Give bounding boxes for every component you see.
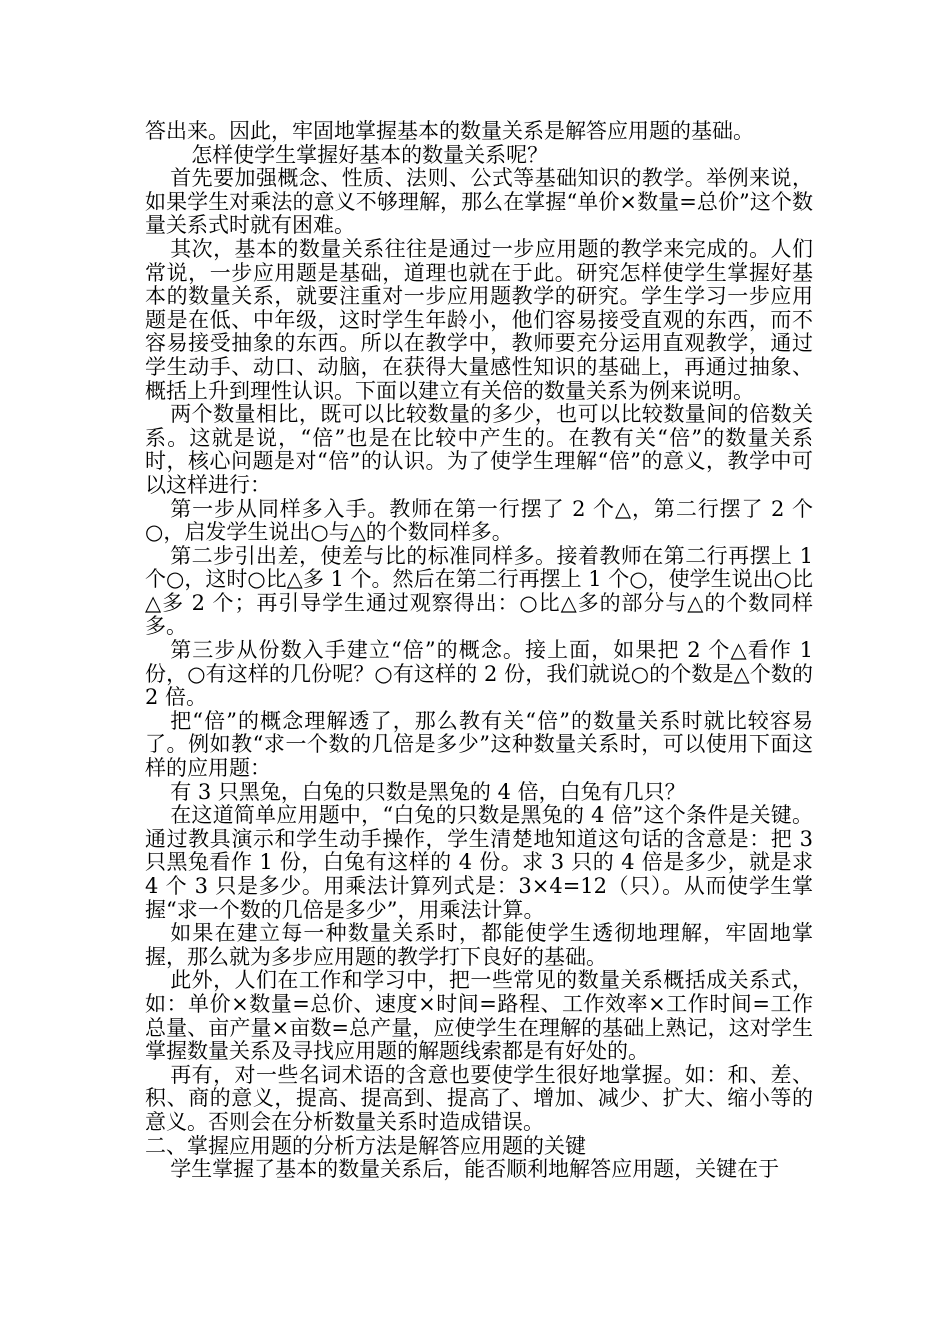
- paragraph-13: 此外，人们在工作和学习中，把一些常见的数量关系概括成关系式，如：单价×数量=总价、速度×时间=路程、工作效率×工作时间=工作总量、亩产量×亩数=总产量，应使学生在理解的基础上熟记，这对学生掌握数量关系及寻找应用题的解题线索都是有好处的。: [145, 968, 813, 1064]
- paragraph-16: 学生掌握了基本的数量关系后，能否顺利地解答应用题，关键在于: [170, 1157, 780, 1182]
- paragraph-14: 再有，对一些名词术语的含意也要使学生很好地掌握。如：和、差、积、商的意义，提高、提高到、提高了、增加、减少、扩大、缩小等的意义。否则会在分析数量关系时造成错误。: [145, 1062, 813, 1134]
- paragraph-11: 在这道简单应用题中，“白兔的只数是黑兔的 4 倍”这个条件是关键。通过教具演示和学生动手操作，学生清楚地知道这句话的含意是：把 3 只黑兔看作 1 份，白兔有这样的 4 份。求 3 只的 4 倍是多少，就是求 4 个 3 只是多少。用乘法计算列式是：3×4=12（只）。从而使学生掌握“求一个数的几倍是多少”，用乘法计算。: [145, 803, 813, 922]
- paragraph-7: 第二步引出差，使差与比的标准同样多。接着教师在第二行再摆上 1 个○，这时○比△多 1 个。然后在第二行再摆上 1 个○，使学生说出○比△多 2 个；再引导学生通过观察得出：○比△多的部分与△的个数同样多。: [145, 543, 813, 639]
- paragraph-9: 把“倍”的概念理解透了，那么教有关“倍”的数量关系时就比较容易了。例如教“求一个数的几倍是多少”这种数量关系时，可以使用下面这样的应用题：: [145, 708, 813, 781]
- document-page: [145, 120, 813, 1182]
- paragraph-6: 第一步从同样多入手。教师在第一行摆了 2 个△，第二行摆了 2 个○，启发学生说出○与△的个数同样多。: [145, 496, 813, 545]
- paragraph-4: 其次，基本的数量关系往往是通过一步应用题的教学来完成的。人们常说，一步应用题是基础，道理也就在于此。研究怎样使学生掌握好基本的数量关系，就要注重对一步应用题教学的研究。学生学习一步应用题是在低、中年级，这时学生年龄小，他们容易接受直观的东西，而不容易接受抽象的东西。所以在教学中，教师要充分运用直观教学，通过学生动手、动口、动脑，在获得大量感性知识的基础上，再通过抽象、概括上升到理性认识。下面以建立有关倍的数量关系为例来说明。: [145, 236, 813, 403]
- paragraph-5: 两个数量相比，既可以比较数量的多少，也可以比较数量间的倍数关系。这就是说，“倍”也是在比较中产生的。在教有关“倍”的数量关系时，核心问题是对“倍”的认识。为了使学生理解“倍”的意义，教学中可以这样进行：: [145, 402, 813, 497]
- paragraph-3: 首先要加强概念、性质、法则、公式等基础知识的教学。举例来说，如果学生对乘法的意义不够理解，那么在掌握“单价×数量=总价”这个数量关系式时就有困难。: [145, 166, 813, 238]
- section-heading: 二、掌握应用题的分析方法是解答应用题的关键: [145, 1133, 586, 1158]
- paragraph-1: 答出来。因此，牢固地掌握基本的数量关系是解答应用题的基础。: [145, 119, 754, 143]
- paragraph-12: 如果在建立每一种数量关系时，都能使学生透彻地理解，牢固地掌握，那么就为多步应用题的教学打下良好的基础。: [145, 921, 813, 969]
- paragraph-8: 第三步从份数入手建立“倍”的概念。接上面，如果把 2 个△看作 1 份，○有这样的几份呢？○有这样的 2 份，我们就说○的个数是△个数的 2 倍。: [145, 638, 813, 710]
- paragraph-2: 怎样使学生掌握好基本的数量关系呢？: [191, 142, 549, 167]
- paragraph-10: 有 3 只黑兔，白兔的只数是黑兔的 4 倍，白兔有几只？: [170, 779, 686, 804]
